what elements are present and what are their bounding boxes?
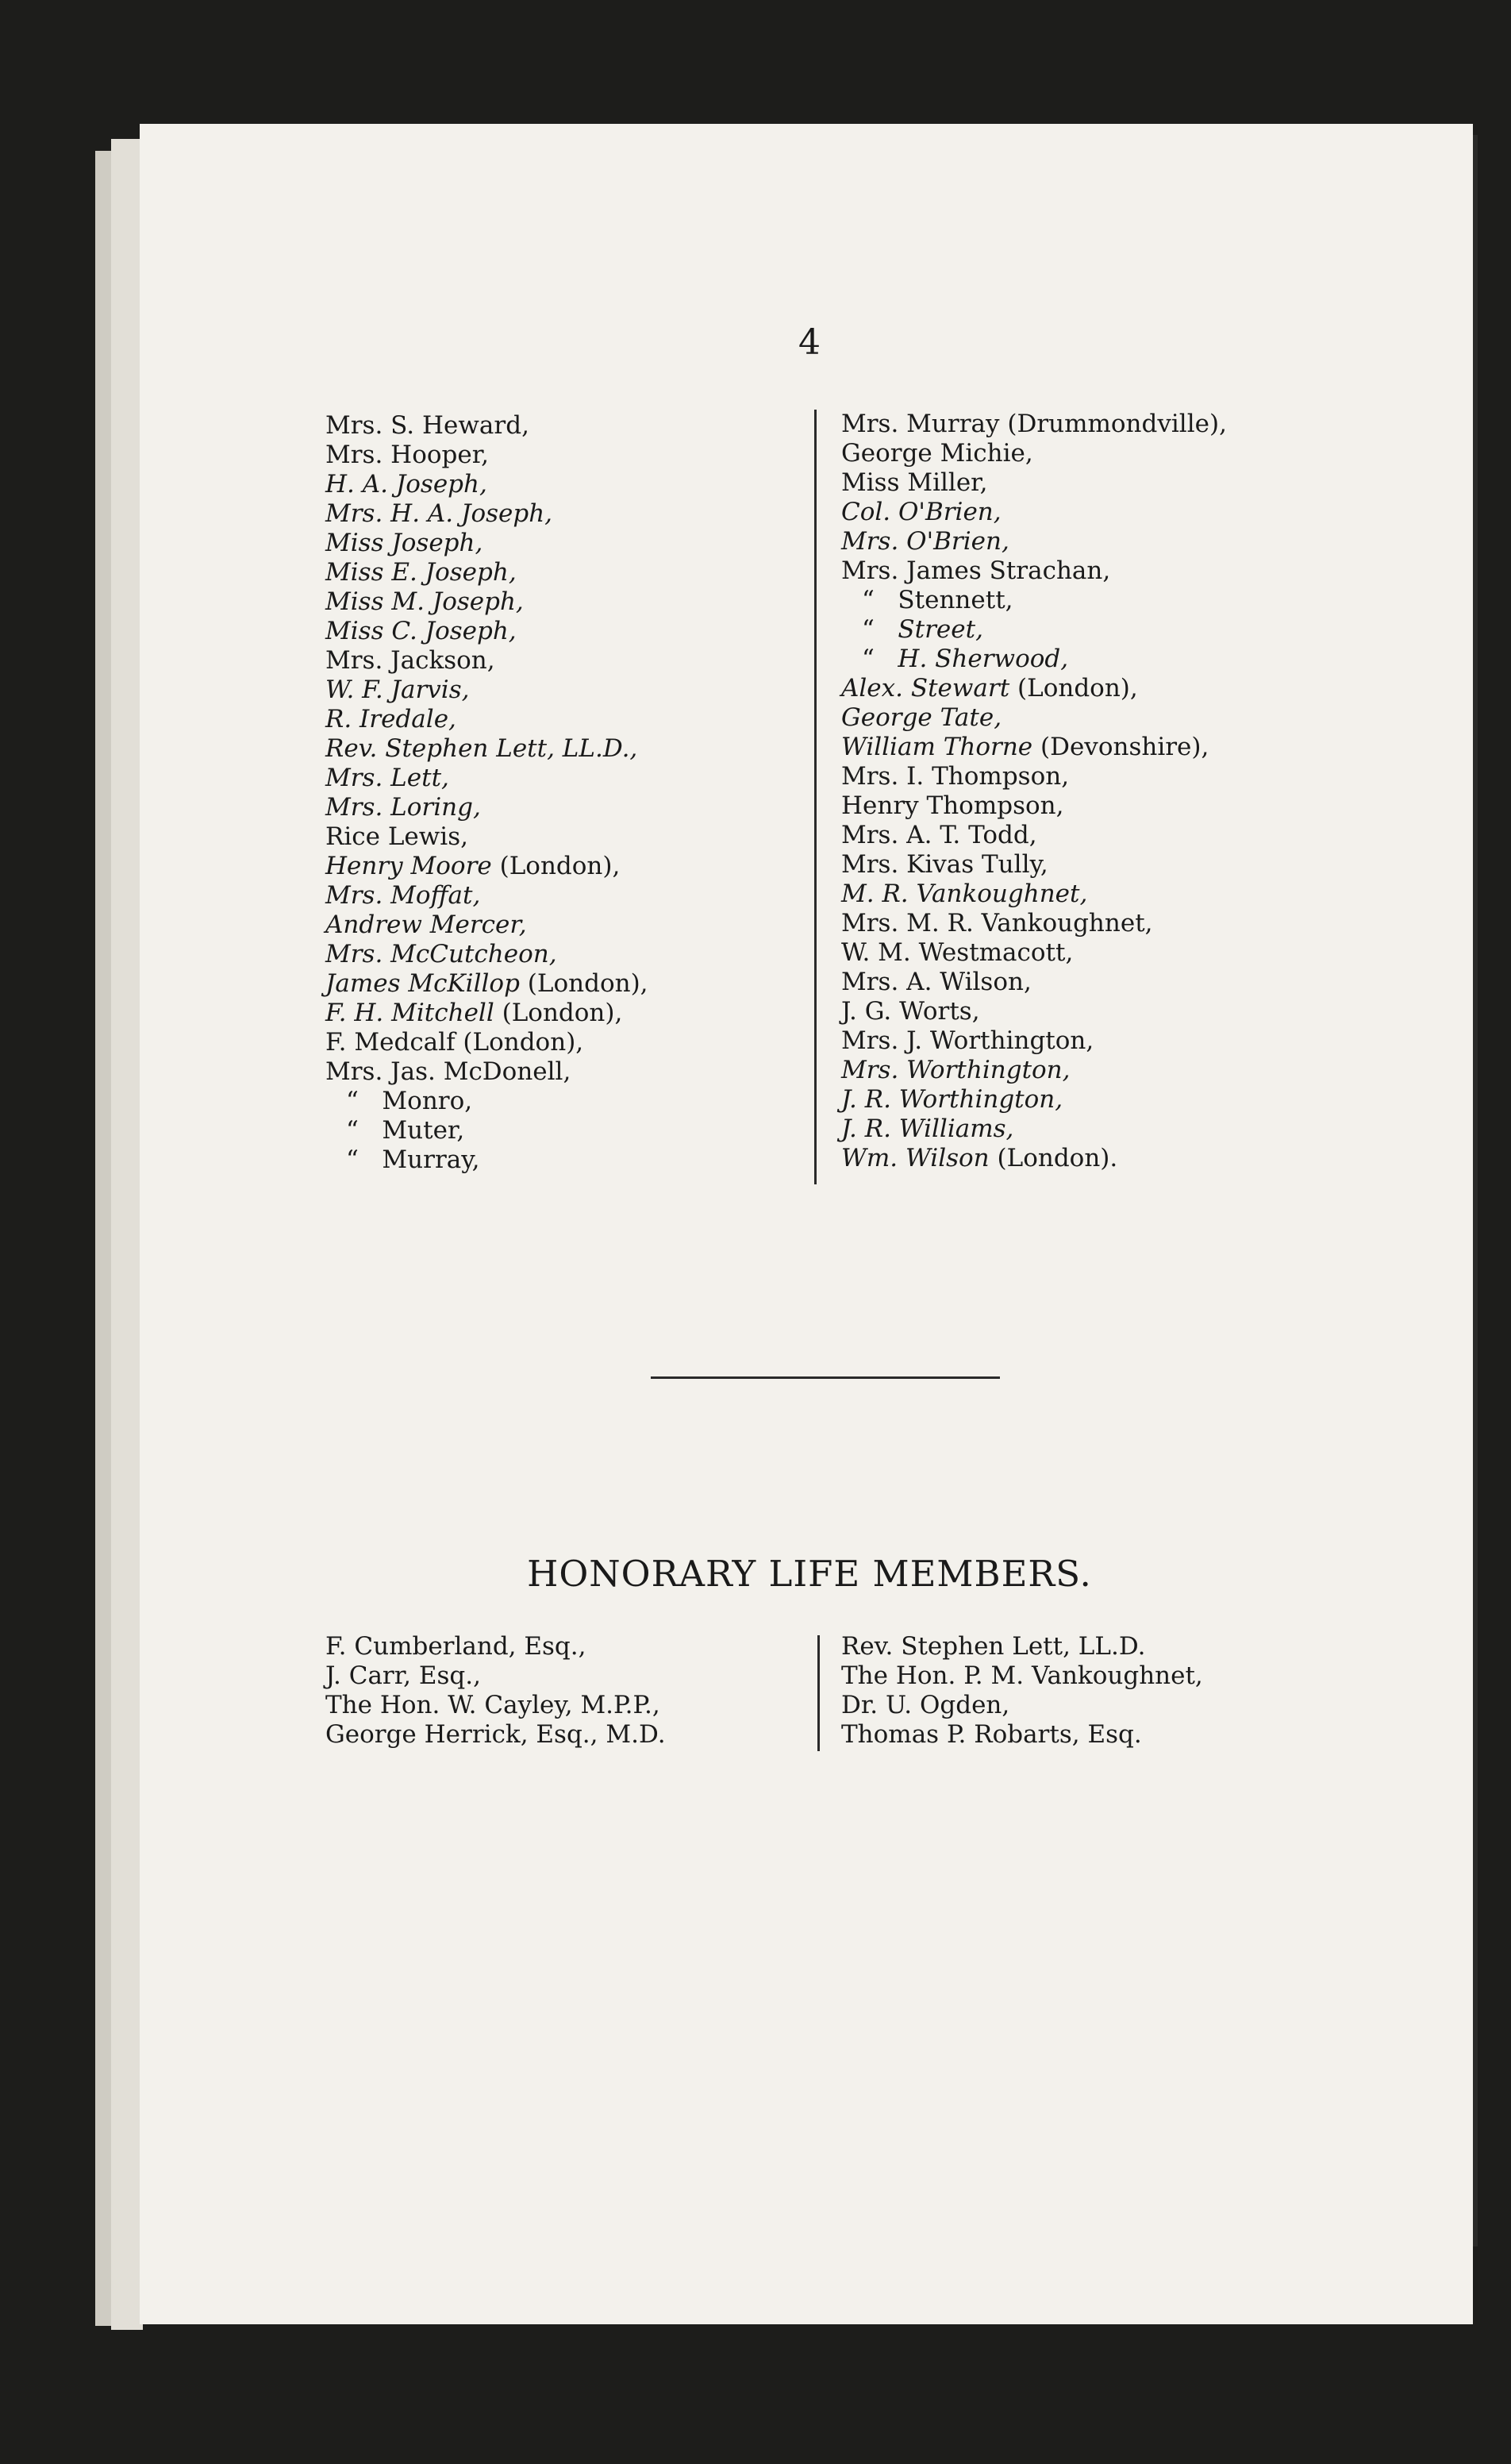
list-item: [325, 529, 648, 558]
list-item: [325, 852, 648, 881]
honorary-member: F. Cumberland, Esq.,: [325, 1632, 586, 1661]
section-heading: HONORARY LIFE MEMBERS.: [527, 1553, 1092, 1595]
list-item: [325, 499, 648, 529]
member-name-italic: W. F. Jarvis,: [325, 676, 470, 704]
member-name-italic: Andrew Mercer,: [325, 911, 527, 939]
ditto-mark: “: [346, 1145, 359, 1174]
list-item: [841, 1085, 1227, 1115]
member-name: George Michie,: [841, 439, 1033, 468]
list-item: [841, 468, 1227, 498]
member-name: Miss Miller,: [841, 468, 988, 497]
list-item: [325, 1116, 648, 1145]
member-name-italic: Mrs. McCutcheon,: [325, 940, 557, 968]
list-item: [325, 969, 648, 999]
list-item: [325, 793, 648, 822]
list-item: [841, 762, 1227, 791]
member-name-italic: H. Sherwood,: [898, 645, 1069, 673]
member-name-italic: James McKillop: [325, 969, 520, 998]
member-name: Mrs. A. T. Todd,: [841, 821, 1037, 849]
member-name: Mrs. Murray (Drummondville),: [841, 410, 1227, 438]
list-item: [841, 1026, 1227, 1056]
member-name-italic: J. R. Worthington,: [841, 1085, 1063, 1114]
list-item: [841, 821, 1227, 850]
member-name-italic: H. A. Joseph,: [325, 470, 487, 499]
member-name: Rice Lewis,: [325, 822, 468, 851]
list-item: [325, 764, 648, 793]
list-item: [325, 441, 648, 470]
member-name: Mrs. A. Wilson,: [841, 968, 1032, 996]
member-name-italic: M. R. Vankoughnet,: [841, 880, 1088, 908]
honorary-member: The Hon. P. M. Vankoughnet,: [841, 1661, 1203, 1690]
ditto-mark: “: [346, 1116, 359, 1145]
subscriber-list-left: [325, 411, 648, 1175]
list-item: [325, 617, 648, 646]
member-name: Mrs. I. Thompson,: [841, 762, 1070, 791]
list-item: [325, 822, 648, 852]
list-item: [841, 1115, 1227, 1144]
member-name: Mrs. J. Worthington,: [841, 1026, 1094, 1055]
member-name: (London),: [519, 969, 648, 998]
honorary-member: Rev. Stephen Lett, LL.D.: [841, 1632, 1146, 1661]
list-item: [325, 1145, 648, 1175]
member-name-italic: Miss C. Joseph,: [325, 617, 517, 645]
list-item: [841, 1144, 1227, 1173]
list-item: [841, 527, 1227, 556]
list-item: [841, 645, 1227, 674]
member-name: J. G. Worts,: [841, 997, 980, 1026]
member-name-italic: Street,: [898, 615, 983, 644]
list-item: [325, 999, 648, 1028]
member-name-italic: Mrs. Lett,: [325, 764, 449, 792]
list-item: [325, 734, 648, 764]
member-name-italic: Mrs. Moffat,: [325, 881, 481, 910]
member-name-italic: Wm. Wilson: [841, 1144, 990, 1172]
member-name: F. Medcalf (London),: [325, 1028, 584, 1057]
honorary-list-right: [841, 1632, 1203, 1750]
member-name: (London).: [989, 1144, 1118, 1172]
member-name: (London),: [1009, 674, 1138, 703]
list-item: [841, 997, 1227, 1026]
list-item: [841, 586, 1227, 615]
list-item: [841, 556, 1227, 586]
book-spine-shadow: [1473, 135, 1478, 2246]
list-item: [325, 1028, 648, 1057]
honorary-member: George Herrick, Esq., M.D.: [325, 1720, 666, 1749]
list-item: [325, 411, 648, 441]
member-name: (London),: [494, 999, 623, 1027]
list-item: [325, 940, 648, 969]
ditto-mark: “: [862, 615, 875, 644]
list-item: [325, 911, 648, 940]
list-item: [841, 410, 1227, 439]
list-item: [325, 470, 648, 499]
subscriber-list-right: [841, 410, 1227, 1173]
member-name: Mrs. M. R. Vankoughnet,: [841, 909, 1153, 937]
list-item: [325, 881, 648, 911]
honorary-member: J. Carr, Esq.,: [325, 1661, 481, 1690]
member-name: Mrs. James Strachan,: [841, 556, 1111, 585]
list-item: [325, 558, 648, 587]
member-name: W. M. Westmacott,: [841, 938, 1074, 967]
page-number: 4: [798, 322, 821, 363]
member-name-italic: Alex. Stewart: [841, 674, 1010, 703]
list-item: [841, 439, 1227, 468]
member-name-italic: Miss E. Joseph,: [325, 558, 517, 587]
member-name-italic: Miss Joseph,: [325, 529, 483, 557]
member-name: Mrs. Hooper,: [325, 441, 489, 469]
column-divider: [817, 1635, 820, 1751]
member-name-italic: Miss M. Joseph,: [325, 587, 524, 616]
list-item: [841, 674, 1227, 703]
list-item: [841, 968, 1227, 997]
honorary-member: The Hon. W. Cayley, M.P.P.,: [325, 1691, 660, 1719]
member-name: (Devonshire),: [1032, 733, 1209, 761]
member-name: Mrs. Jas. McDonell,: [325, 1057, 571, 1086]
member-name-italic: F. H. Mitchell: [325, 999, 494, 1027]
member-name-italic: Mrs. O'Brien,: [841, 527, 1009, 556]
ditto-mark: “: [862, 586, 875, 614]
honorary-member: Thomas P. Robarts, Esq.: [841, 1720, 1142, 1749]
ditto-mark: “: [346, 1087, 359, 1115]
list-item: [841, 880, 1227, 909]
list-item: [325, 587, 648, 617]
member-name: Mrs. Kivas Tully,: [841, 850, 1048, 879]
member-name: Stennett,: [898, 586, 1013, 614]
list-item: [841, 909, 1227, 938]
list-item: [841, 1056, 1227, 1085]
member-name-italic: Mrs. Worthington,: [841, 1056, 1071, 1084]
list-item: [841, 498, 1227, 527]
member-name: Mrs. S. Heward,: [325, 411, 529, 440]
ditto-mark: “: [862, 645, 875, 673]
member-name-italic: Mrs. Loring,: [325, 793, 481, 822]
member-name-italic: George Tate,: [841, 703, 1002, 732]
list-item: [841, 938, 1227, 968]
list-item: [325, 1057, 648, 1087]
member-name: (London),: [491, 852, 621, 880]
member-name-italic: Rev. Stephen Lett, LL.D.,: [325, 734, 638, 763]
member-name-italic: Mrs. H. A. Joseph,: [325, 499, 553, 528]
column-divider: [814, 410, 817, 1184]
member-name: Mrs. Jackson,: [325, 646, 495, 675]
list-item: [325, 646, 648, 676]
member-name-italic: J. R. Williams,: [841, 1115, 1014, 1143]
honorary-member: Dr. U. Ogden,: [841, 1691, 1010, 1719]
section-separator: [651, 1376, 1000, 1379]
page-stack-edge: [111, 139, 143, 2330]
member-name: Murray,: [382, 1145, 480, 1174]
member-name-italic: R. Iredale,: [325, 705, 456, 733]
list-item: [325, 1087, 648, 1116]
member-name: Monro,: [382, 1087, 473, 1115]
list-item: [325, 705, 648, 734]
list-item: [325, 676, 648, 705]
list-item: [841, 791, 1227, 821]
honorary-list-left: [325, 1632, 666, 1750]
member-name: Muter,: [382, 1116, 465, 1145]
member-name-italic: Col. O'Brien,: [841, 498, 1002, 526]
member-name-italic: Henry Moore: [325, 852, 492, 880]
member-name: Henry Thompson,: [841, 791, 1064, 820]
list-item: [841, 615, 1227, 645]
member-name-italic: William Thorne: [841, 733, 1033, 761]
list-item: [841, 850, 1227, 880]
list-item: [841, 703, 1227, 733]
list-item: [841, 733, 1227, 762]
